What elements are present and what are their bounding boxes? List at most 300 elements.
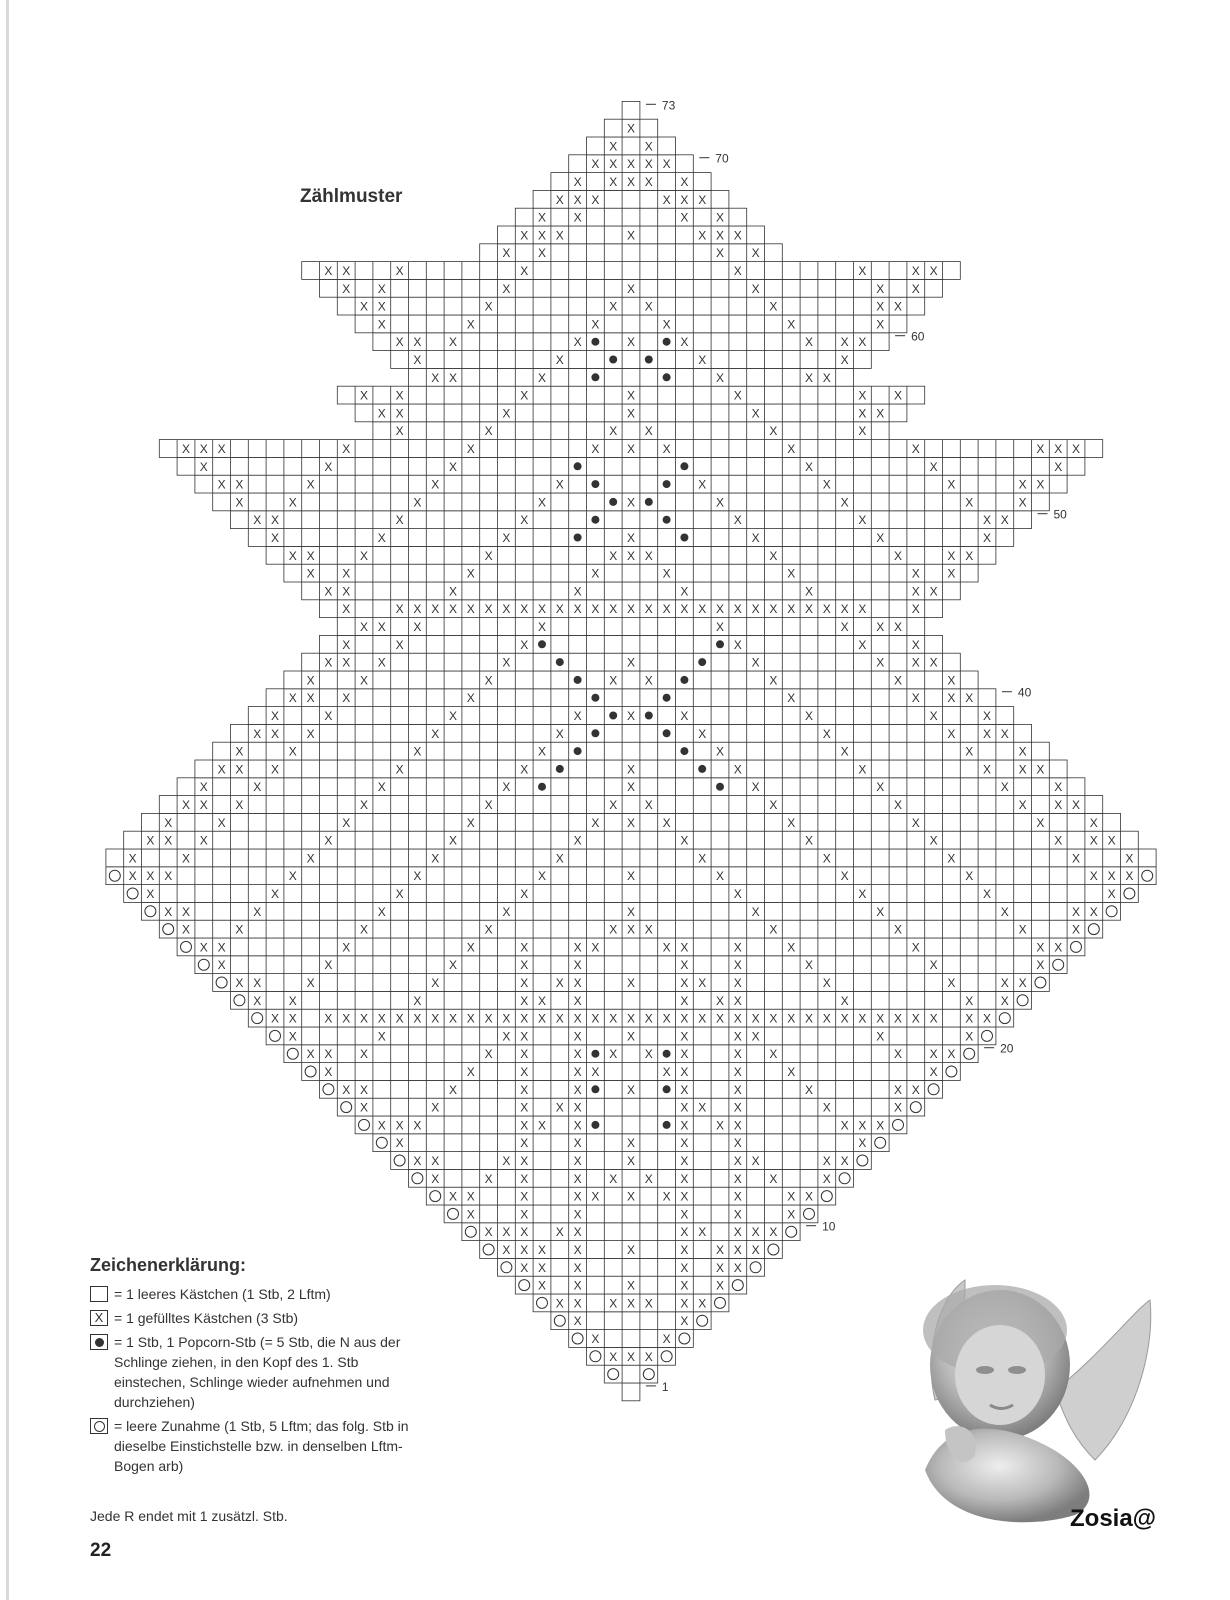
chart-row [248,529,1013,547]
svg-text:X: X [840,602,849,617]
svg-text:X: X [324,1047,333,1062]
svg-text:X: X [644,157,653,172]
svg-text:X: X [715,1011,725,1026]
svg-text:X: X [680,1047,689,1062]
svg-text:X: X [359,798,369,812]
svg-text:X: X [164,869,173,884]
svg-text:X: X [270,887,280,901]
svg-text:X: X [395,335,404,350]
svg-text:X: X [306,691,315,706]
svg-text:X: X [342,264,351,278]
svg-text:X: X [306,566,315,581]
chart-row [409,368,854,386]
svg-text:X: X [609,1047,618,1062]
svg-text:X: X [520,1100,529,1115]
chart-row [177,778,1085,796]
svg-text:X: X [715,370,725,385]
svg-text:X: X [1125,851,1134,866]
svg-text:X: X [644,1349,653,1364]
svg-text:X: X [680,1118,689,1133]
svg-text:X: X [537,228,547,243]
svg-text:X: X [342,442,351,456]
svg-text:X: X [662,1332,671,1346]
svg-text:X: X [466,1065,475,1079]
svg-text:X: X [733,1243,742,1257]
svg-text:X: X [146,887,155,901]
svg-text:X: X [359,673,369,688]
svg-text:X: X [662,602,671,617]
svg-text:X: X [1000,780,1009,795]
svg-text:X: X [1000,993,1009,1008]
svg-text:X: X [733,1029,742,1044]
chart-row [355,315,907,333]
chart-row [337,618,924,636]
svg-text:X: X [626,815,636,830]
svg-text:X: X [520,1189,529,1204]
svg-text:X: X [929,264,938,278]
svg-text:X: X [982,709,992,723]
svg-text:X: X [893,388,903,403]
svg-text:X: X [520,1207,529,1222]
svg-text:X: X [876,1011,885,1026]
svg-text:X: X [733,637,742,652]
chart-row [231,511,1032,529]
x-box-icon: X [90,1310,108,1326]
legend-text-increase: = leere Zunahme (1 Stb, 5 Lftm; das folg. Stb in dieselbe Einstichstelle bzw. in denselben Lftm-Bogen arb) [114,1418,409,1474]
chart-row [231,724,1032,742]
svg-text:X: X [840,1118,849,1133]
svg-text:X: X [431,370,440,385]
svg-text:X: X [431,726,440,741]
svg-text:X: X [876,406,885,421]
svg-text:X: X [573,1065,582,1079]
svg-text:X: X [626,548,636,563]
svg-text:X: X [804,335,814,350]
svg-text:X: X [893,673,903,688]
svg-text:X: X [609,673,618,688]
svg-text:X: X [484,1011,493,1026]
svg-text:X: X [609,922,618,937]
svg-text:X: X [680,602,689,617]
svg-text:X: X [680,993,689,1008]
svg-text:X: X [591,815,600,830]
svg-text:X: X [537,1118,547,1133]
svg-text:X: X [520,1225,529,1240]
svg-text:X: X [893,1100,903,1115]
svg-text:X: X [1000,513,1009,528]
svg-text:X: X [680,335,689,350]
chart-row [373,422,889,440]
svg-text:X: X [199,442,208,456]
svg-text:X: X [680,709,689,723]
svg-text:X: X [484,424,493,439]
svg-text:X: X [947,976,956,990]
svg-text:X: X [965,495,974,510]
chart-row [515,1276,746,1294]
svg-text:X: X [573,1296,582,1311]
svg-text:X: X [858,388,867,403]
svg-text:X: X [270,726,280,741]
svg-text:X: X [342,655,351,670]
svg-text:X: X [804,1082,814,1097]
svg-text:X: X [858,335,867,350]
svg-text:X: X [982,1011,992,1026]
svg-text:X: X [502,780,511,795]
svg-text:X: X [662,157,671,172]
legend-text-empty: = 1 leeres Kästchen (1 Stb, 2 Lftm) [114,1286,331,1302]
svg-text:X: X [911,940,920,955]
svg-text:X: X [520,388,529,403]
svg-text:X: X [804,709,814,723]
chart-row [195,760,1067,778]
svg-text:X: X [751,655,760,670]
svg-text:X: X [324,264,333,278]
svg-text:X: X [680,940,689,955]
svg-text:X: X [253,993,262,1008]
svg-text:X: X [1071,922,1081,937]
chart-row [480,1241,783,1259]
svg-text:X: X [1036,940,1045,955]
legend-item-increase [90,1416,430,1476]
chart-row [266,689,996,707]
svg-text:X: X [644,139,653,154]
svg-text:X: X [680,1314,689,1329]
svg-text:X: X [733,264,742,278]
svg-text:X: X [520,602,529,617]
svg-text:X: X [342,940,351,955]
svg-text:X: X [609,175,618,189]
svg-text:X: X [395,1011,404,1026]
svg-text:X: X [1036,762,1045,777]
svg-text:X: X [911,815,920,830]
svg-text:X: X [591,566,600,581]
svg-text:X: X [324,584,333,599]
svg-text:X: X [235,798,244,812]
svg-text:X: X [662,317,671,332]
svg-text:X: X [591,317,600,332]
chart-row [284,671,978,689]
svg-text:X: X [609,1011,618,1026]
svg-text:X: X [1000,726,1009,741]
svg-text:X: X [306,851,315,866]
svg-text:X: X [858,264,867,278]
svg-text:X: X [858,602,867,617]
svg-text:X: X [733,1011,742,1026]
svg-text:X: X [1036,958,1045,973]
svg-text:X: X [520,958,529,973]
chart-row [284,564,978,582]
svg-text:X: X [698,353,707,367]
svg-text:X: X [1000,976,1009,990]
svg-text:X: X [911,264,920,278]
svg-text:X: X [217,477,226,492]
svg-text:X: X [769,1225,778,1240]
svg-text:X: X [751,1011,760,1026]
svg-text:X: X [733,1207,742,1222]
svg-text:X: X [324,1011,333,1026]
chart-row [213,974,1050,992]
svg-text:X: X [733,940,742,955]
svg-text:X: X [413,620,422,634]
svg-text:X: X [626,762,636,777]
row-label [699,152,729,166]
chart-row [355,404,907,422]
svg-text:X: X [804,370,814,385]
chart-row [391,1152,872,1170]
svg-text:X: X [1036,815,1045,830]
svg-text:X: X [626,1243,636,1257]
svg-text:X: X [822,1154,831,1168]
chart-row [551,173,711,191]
svg-text:X: X [609,548,618,563]
svg-text:X: X [520,1136,529,1151]
svg-text:X: X [555,602,564,617]
svg-text:X: X [377,780,386,795]
svg-text:X: X [733,1260,742,1275]
chart-row [142,813,1121,831]
svg-text:X: X [502,904,511,919]
svg-text:X: X [520,1118,529,1133]
svg-text:X: X [146,833,155,848]
svg-text:X: X [858,1011,867,1026]
svg-text:X: X [858,637,867,652]
row-label [646,98,676,112]
svg-text:X: X [733,1225,742,1240]
svg-text:X: X [413,869,422,884]
chart-row [498,1258,765,1276]
svg-text:X: X [573,1011,582,1026]
svg-text:X: X [733,228,742,243]
svg-text:X: X [288,869,297,884]
svg-text:X: X [573,1118,582,1133]
svg-text:X: X [626,1136,636,1151]
chart-row [391,351,872,369]
chart-row [231,991,1032,1009]
svg-text:X: X [217,815,226,830]
signature: Zosia@ [1070,1505,1157,1532]
svg-text:X: X [822,1100,831,1115]
svg-text:X: X [520,887,529,901]
svg-text:X: X [947,691,956,706]
circle-box-icon [90,1418,108,1434]
svg-text:X: X [146,869,155,884]
svg-text:X: X [359,548,369,563]
chart-row [177,457,1085,475]
svg-text:X: X [876,1118,885,1133]
svg-text:X: X [662,442,671,456]
svg-text:X: X [413,602,422,617]
svg-text:X: X [1054,442,1063,456]
svg-text:X: X [680,1065,689,1079]
svg-text:X: X [573,1207,582,1222]
svg-text:X: X [573,192,582,207]
svg-text:X: X [840,869,849,884]
svg-text:X: X [573,1100,582,1115]
svg-text:X: X [733,602,742,617]
svg-text:X: X [377,655,386,670]
svg-text:X: X [413,993,422,1008]
svg-text:X: X [520,513,529,528]
svg-text:X: X [466,1011,475,1026]
svg-text:X: X [947,726,956,741]
svg-text:X: X [1089,815,1098,830]
svg-text:X: X [822,726,831,741]
svg-text:X: X [626,780,636,795]
chart-row [106,867,1156,885]
svg-text:X: X [751,406,760,421]
svg-text:X: X [698,602,707,617]
svg-text:X: X [840,993,849,1008]
svg-text:X: X [537,495,547,510]
svg-text:X: X [680,1171,689,1186]
svg-text:X: X [733,1171,742,1186]
svg-text:X: X [324,655,333,670]
chart-row [302,1063,961,1081]
svg-text:X: X [537,210,547,225]
svg-text:X: X [448,1189,458,1204]
svg-text:X: X [715,744,725,759]
footer-note: Jede R endet mit 1 zusätzl. Stb. [90,1508,288,1524]
svg-text:X: X [377,299,386,314]
svg-text:X: X [787,1065,796,1079]
svg-text:X: X [947,851,956,866]
svg-text:X: X [840,335,849,350]
svg-text:X: X [484,1225,493,1240]
svg-text:X: X [626,1189,636,1204]
svg-text:X: X [1018,798,1027,812]
svg-text:X: X [893,1047,903,1062]
svg-text:X: X [288,993,297,1008]
svg-text:X: X [822,851,831,866]
svg-text:X: X [466,691,475,706]
svg-text:X: X [680,976,689,990]
svg-text:X: X [644,1011,653,1026]
chart-row [159,440,1102,458]
svg-text:X: X [235,495,244,510]
chart-row [587,137,676,155]
svg-text:70: 70 [715,151,729,166]
svg-text:X: X [502,1029,511,1044]
svg-text:X: X [626,442,636,456]
svg-text:X: X [573,1171,582,1186]
svg-text:X: X [253,726,262,741]
svg-text:X: X [395,1136,404,1151]
page-number: 22 [90,1540,112,1561]
svg-text:X: X [626,335,636,350]
svg-text:X: X [502,406,511,421]
svg-text:X: X [751,1225,760,1240]
chart-row [515,208,746,226]
chart-row [320,279,943,297]
svg-text:X: X [680,1278,689,1293]
svg-text:X: X [876,655,885,670]
svg-text:X: X [591,940,600,955]
svg-text:X: X [698,726,707,741]
svg-text:X: X [181,904,191,919]
svg-text:X: X [395,388,404,403]
svg-text:X: X [288,1029,297,1044]
svg-text:X: X [911,637,920,652]
svg-text:X: X [502,1154,511,1168]
svg-text:X: X [1018,495,1027,510]
svg-text:X: X [644,424,653,439]
svg-text:X: X [270,531,280,545]
svg-text:X: X [217,762,226,777]
svg-text:X: X [947,673,956,688]
svg-text:X: X [1054,798,1063,812]
svg-text:73: 73 [661,98,676,113]
svg-text:X: X [537,869,547,884]
svg-text:X: X [840,744,849,759]
svg-text:X: X [680,192,689,207]
svg-text:X: X [751,281,760,296]
legend-text-popcorn: = 1 Stb, 1 Popcorn-Stb (= 5 Stb, die N aus der Schlinge ziehen, in den Kopf des 1. Stb einstechen, Schlinge wieder aufnehmen und durchziehen) [114,1334,401,1410]
svg-text:X: X [626,175,636,189]
chart-row [320,600,943,618]
svg-text:1: 1 [661,1379,669,1394]
svg-text:X: X [466,940,475,955]
svg-text:X: X [413,353,422,367]
svg-text:X: X [359,1082,369,1097]
svg-text:X: X [644,299,653,314]
svg-text:X: X [929,958,938,973]
svg-text:X: X [715,246,725,261]
svg-text:X: X [698,1100,707,1115]
chart-row [337,386,924,404]
svg-text:X: X [555,1100,564,1115]
svg-text:X: X [733,1136,742,1151]
svg-text:X: X [181,798,191,812]
chart-row [302,653,961,671]
svg-text:X: X [520,228,529,243]
svg-text:X: X [644,1296,653,1311]
svg-text:X: X [520,993,529,1008]
chart-row [444,1205,818,1223]
svg-text:X: X [626,121,636,136]
svg-text:X: X [1089,904,1098,919]
svg-text:X: X [466,1207,475,1222]
svg-text:X: X [715,210,725,225]
svg-text:X: X [626,869,636,884]
svg-text:X: X [502,246,511,261]
svg-text:X: X [662,815,671,830]
chart-row [604,1365,657,1383]
svg-text:X: X [929,833,938,848]
svg-text:X: X [199,459,208,474]
svg-text:X: X [573,1189,582,1204]
svg-text:X: X [520,1171,529,1186]
svg-text:X: X [911,442,920,456]
svg-text:X: X [626,1278,636,1293]
svg-text:X: X [324,958,333,973]
chart-row [302,582,961,600]
svg-text:X: X [306,548,315,563]
svg-text:X: X [199,798,208,812]
svg-text:X: X [929,655,938,670]
svg-text:X: X [342,1011,351,1026]
svg-text:X: X [520,940,529,955]
svg-text:X: X [609,299,618,314]
svg-text:X: X [573,958,582,973]
chart-row [248,1009,1013,1027]
svg-text:X: X [787,317,796,332]
svg-text:X: X [609,424,618,439]
svg-text:X: X [787,566,796,581]
svg-text:X: X [288,495,297,510]
svg-text:X: X [377,1011,386,1026]
svg-text:X: X [395,513,404,528]
svg-text:X: X [306,477,315,492]
